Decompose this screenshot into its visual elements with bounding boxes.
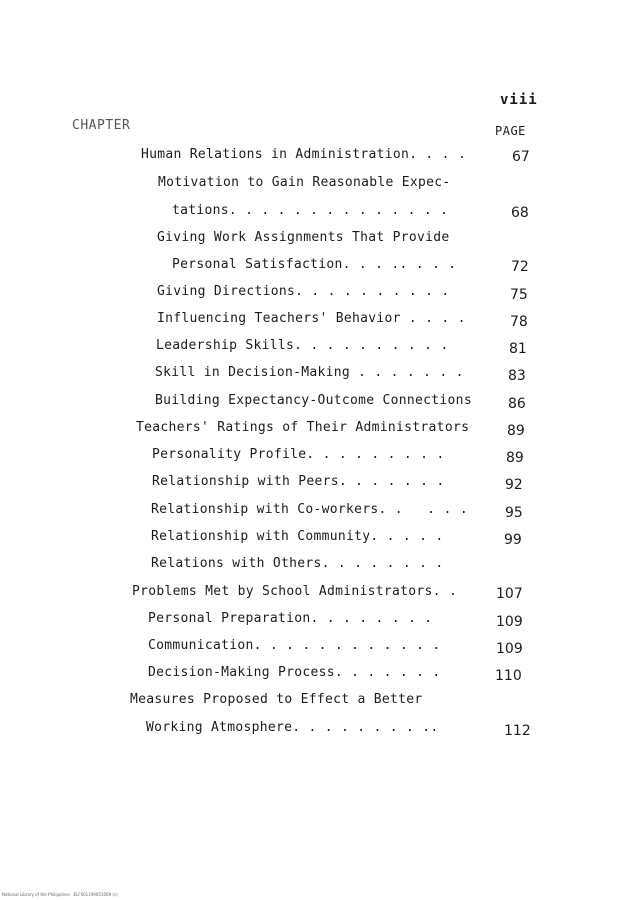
toc-entry-text: Giving Work Assignments That Provide xyxy=(157,230,450,245)
toc-entry-page: 95 xyxy=(505,505,523,521)
toc-entry-text: Working Atmosphere. . . . . . . . .. xyxy=(146,720,439,735)
toc-entry-text: Personal Satisfaction. . . .. . . . xyxy=(172,257,457,272)
toc-entry-text: Motivation to Gain Reasonable Expec- xyxy=(158,175,451,190)
toc-entry-text: Relationship with Peers. . . . . . . xyxy=(152,474,445,489)
toc-entry-page: 86 xyxy=(508,396,526,412)
toc-entry-page: 109 xyxy=(496,614,523,630)
toc-entry-text: Personality Profile. . . . . . . . . xyxy=(152,447,445,462)
chapter-column-label: CHAPTER xyxy=(72,118,131,133)
toc-entry-text: tations. . . . . . . . . . . . . . xyxy=(172,203,449,218)
toc-entry-page: 107 xyxy=(496,586,523,602)
toc-entry-text: Building Expectancy-Outcome Connections xyxy=(155,393,472,408)
toc-entry-text: Relationship with Community. . . . . xyxy=(151,529,444,544)
toc-entry-text: Leadership Skills. . . . . . . . . . xyxy=(156,338,449,353)
toc-entry-page: 68 xyxy=(511,205,529,221)
toc-entry-text: Skill in Decision-Making . . . . . . . xyxy=(155,365,464,380)
toc-entry-page: 110 xyxy=(495,668,522,684)
toc-entry-text: Relationship with Co-workers. . . . . xyxy=(151,502,468,517)
toc-entry-text: Human Relations in Administration. . . . xyxy=(141,147,467,162)
toc-entry-page: 72 xyxy=(511,259,529,275)
toc-entry-page: 92 xyxy=(505,477,523,493)
toc-entry-text: Giving Directions. . . . . . . . . . xyxy=(157,284,450,299)
toc-entry-page: 67 xyxy=(512,149,530,165)
toc-entry-page: 89 xyxy=(507,423,525,439)
page-number-roman: viii xyxy=(500,92,538,108)
page-column-label: PAGE xyxy=(495,124,526,138)
toc-entry-page: 109 xyxy=(496,641,523,657)
toc-entry-text: Measures Proposed to Effect a Better xyxy=(130,692,423,707)
toc-entry-page: 89 xyxy=(506,450,524,466)
toc-entry-page: 99 xyxy=(504,532,522,548)
toc-entry-page: 81 xyxy=(509,341,527,357)
toc-entry-text: Decision-Making Process. . . . . . . xyxy=(148,665,441,680)
toc-entry-text: Teachers' Ratings of Their Administrators xyxy=(136,420,470,435)
toc-entry-text: Personal Preparation. . . . . . . . xyxy=(148,611,433,626)
toc-entry-text: Problems Met by School Administrators. . xyxy=(132,584,458,599)
toc-entry-page: 83 xyxy=(508,368,526,384)
toc-entry-text: Communication. . . . . . . . . . . . xyxy=(148,638,441,653)
footer-library-stamp: National Library of the Philippines ELF001199051009 (c) xyxy=(2,892,118,897)
toc-entry-page: 75 xyxy=(510,287,528,303)
toc-entry-page: 78 xyxy=(510,314,528,330)
toc-entry-page: 112 xyxy=(504,723,531,739)
toc-entry-text: Relations with Others. . . . . . . . xyxy=(151,556,444,571)
toc-entry-text: Influencing Teachers' Behavior . . . . xyxy=(157,311,466,326)
